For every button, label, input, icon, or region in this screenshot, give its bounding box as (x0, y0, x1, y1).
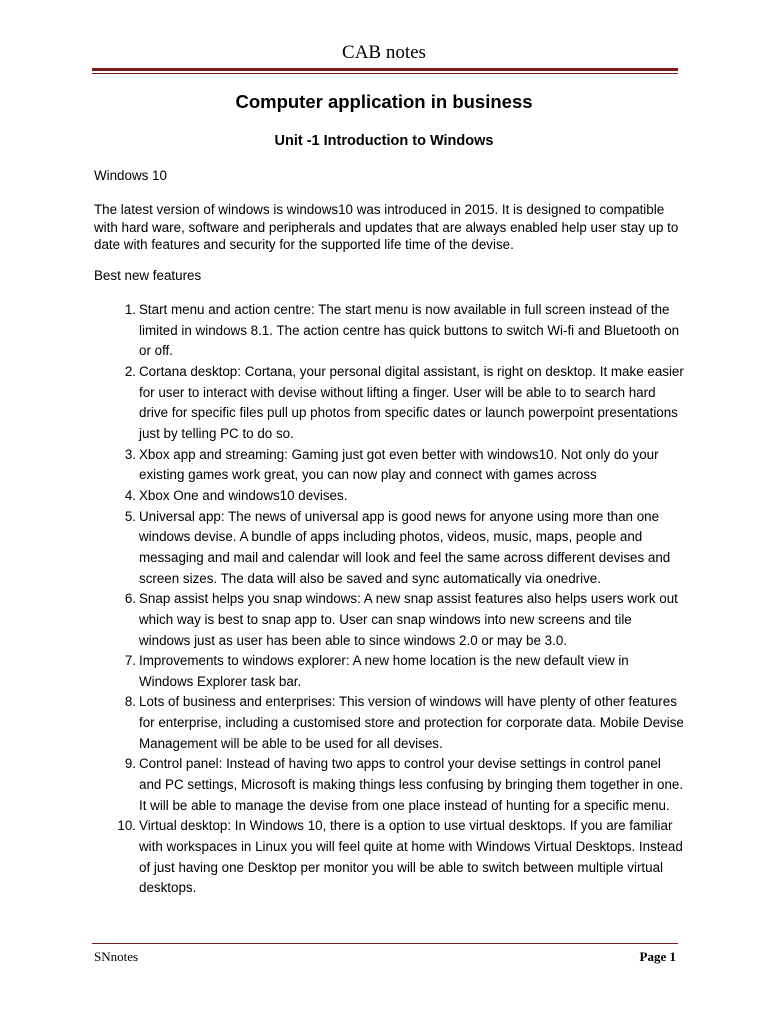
document-title: Computer application in business (235, 91, 533, 112)
list-item-text: Xbox One and windows10 devises. (139, 487, 348, 503)
header-rule-thin (92, 73, 678, 74)
list-item (94, 362, 684, 445)
list-item-number: 4. (124, 487, 136, 503)
list-item (94, 300, 684, 362)
features-list (94, 300, 684, 899)
list-item-number: 8. (124, 694, 136, 710)
list-item-number: 9. (124, 756, 136, 772)
list-item-number: 5. (124, 508, 136, 524)
list-item (94, 692, 684, 754)
list-item (94, 754, 684, 816)
list-item-number: 2. (124, 363, 136, 379)
list-item (94, 816, 684, 899)
document-subtitle: Unit -1 Introduction to Windows (274, 133, 494, 149)
list-item-text: Universal app: The news of universal app is good news for anyone using more than one windows devise. A bundle of apps including photos, videos, music, maps, people and messaging and mail and calendar will look and feel the same across different devises and screen sizes. The data will also be saved and sync automatically via onedrive. (139, 508, 671, 586)
footer-source: SNnotes (94, 949, 139, 964)
page-number: Page 1 (639, 949, 676, 964)
list-item-text: Snap assist helps you snap windows: A new snap assist features also helps users work out which way is best to snap app to. User can snap windows into new screens and tile windows just as user has been able to since windows 2.0 or may be 3.0. (139, 591, 678, 648)
list-item (94, 445, 684, 486)
list-item-text: Start menu and action centre: The start menu is now available in full screen instead of the limited in windows 8.1. The action centre has quick buttons to switch Wi-fi and Bluetooth on or off. (139, 302, 680, 359)
running-header: CAB notes (342, 42, 426, 63)
list-item (94, 486, 684, 507)
list-item-text: Virtual desktop: In Windows 10, there is a option to use virtual desktops. If you are familiar with workspaces in Linux you will feel quite at home with Windows Virtual Desktops. Instead of just having one Desktop per monitor you will be able to switch between multiple virtual desktops. (139, 818, 683, 896)
list-item (94, 507, 684, 590)
intro-paragraph: The latest version of windows is windows10 was introduced in 2015. It is designed to compatible with hard ware, software and peripherals and updates that are always enabled help user stay up to date with features and security for the supported life time of the devise. (94, 202, 679, 253)
list-item-number: 3. (124, 446, 136, 462)
features-heading: Best new features (94, 268, 202, 283)
list-item-text: Cortana desktop: Cortana, your personal digital assistant, is right on desktop. It make easier for user to interact with devise without lifting a finger. User will be able to to search hard drive for specific files pull up photos from specific dates or launch powerpoint presentations just by telling PC to do so. (139, 363, 684, 441)
list-item-text: Improvements to windows explorer: A new home location is the new default view in Windows Explorer task bar. (139, 653, 629, 689)
list-item-text: Control panel: Instead of having two apps to control your devise settings in control panel and PC settings, Microsoft is making things less confusing by bringing them together in one. It will be able to manage the devise from one place instead of hunting for a specific menu. (139, 756, 684, 813)
list-item-number: 1. (124, 302, 136, 317)
section-heading: Windows 10 (94, 168, 167, 183)
footer-rule (92, 943, 678, 944)
list-item-text: Xbox app and streaming: Gaming just got even better with windows10. Not only do your existing games work great, you can now play and connect with games across (139, 446, 659, 483)
list-item-number: 10. (117, 818, 136, 834)
list-item-number: 7. (124, 653, 136, 669)
list-item-text: Lots of business and enterprises: This version of windows will have plenty of other features for enterprise, including a customised store and protection for corporate data. Mobile Devise Management will be able to be used for all devises. (139, 694, 684, 751)
header-rule-thick (92, 68, 678, 71)
list-item (94, 589, 684, 651)
list-item (94, 651, 684, 692)
list-item-number: 6. (124, 591, 136, 607)
